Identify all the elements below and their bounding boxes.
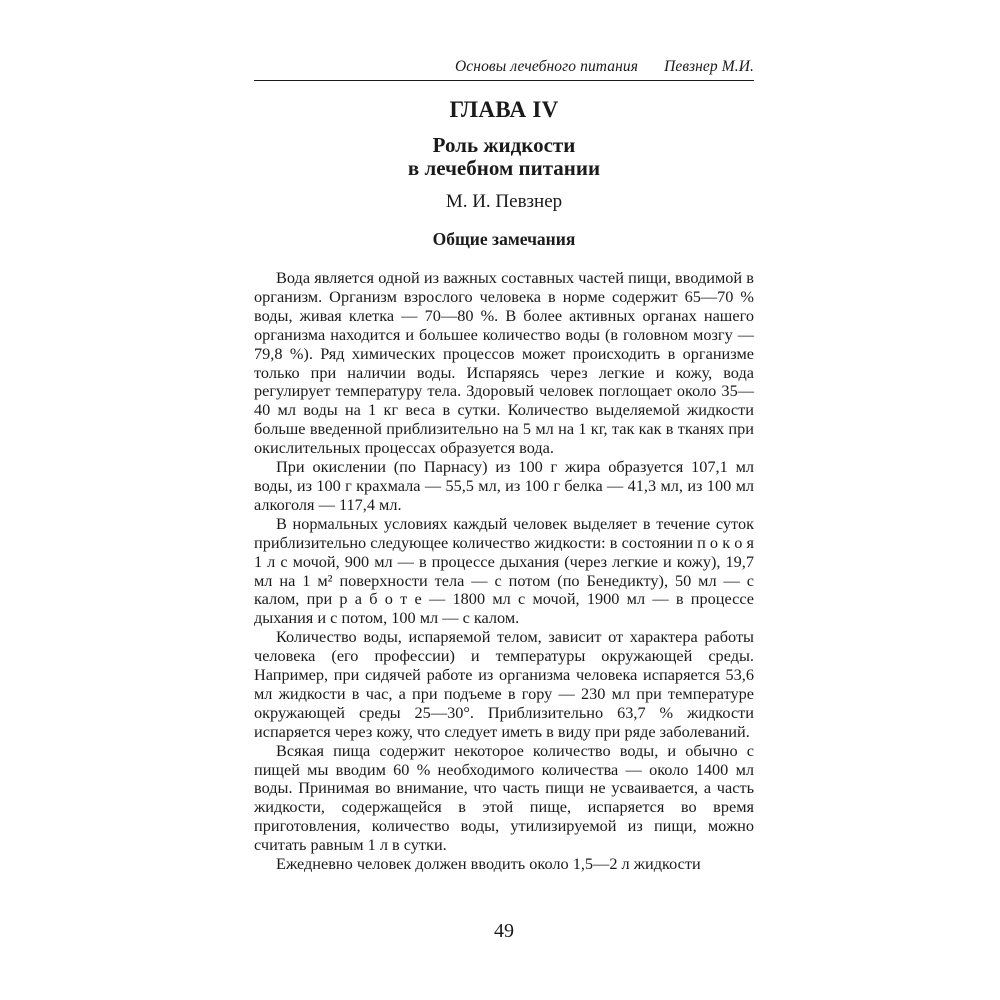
section-title-line-2: в лечебном питании (407, 156, 601, 180)
body-text (254, 269, 754, 874)
chapter-heading: ГЛАВА IV (449, 97, 559, 122)
paragraph: Всякая пища содержит некоторое количество воды, и обычно с пищей мы вводим 60 % необходимого количества — около 1400 мл воды. Принимая во внимание, что часть пищи не усваивается, а часть жидкости, содержащейся в этой пище, испаряется во время приготовления, количество воды, утилизируемой из пищи, можно считать равным 1 л в сутки. (254, 740, 754, 855)
header-rule (254, 80, 754, 81)
paragraph: Количество воды, испаряемой телом, зависит от характера работы человека (его профессии) и температуры окружающей среды. Например, при сидячей работе из организма человека испаряется 53,6 мл жидкости в час, а при подъеме в гору — 230 мл при температуре окружающей среды 25—30°. Приблизительно 63,7 % жидкости испаряется через кожу, что следует иметь в виду при ряде заболеваний. (254, 627, 754, 741)
section-title-line-1: Роль жидкости (432, 133, 576, 157)
paragraph: В нормальных условиях каждый человек выделяет в течение суток приблизительно следующее количество жидкости: в состоянии п о к о я 1 л с мочой, 900 мл — в процессе дыхания (через легкие и кожу), 19,7 мл на 1 м² поверхности тела — с потом (по Бенедикту), 50 мл — с калом, при р а б о т е — 1800 мл с мочой, 1900 мл — в процессе дыхания и с потом, 100 мл — с калом. (254, 513, 754, 628)
paragraph: При окислении (по Парнасу) из 100 г жира образуется 107,1 мл воды, из 100 г крахмала — 55,5 мл, из 100 г белка — 41,3 мл, из 100 мл алкоголя — 117,4 мл. (254, 457, 754, 514)
section-author: М. И. Певзнер (445, 191, 563, 212)
paragraph: Вода является одной из важных составных частей пищи, вводимой в организм. Организм взрослого человека в норме содержит 65—70 % воды, живая клетка — 70—80 %. В более активных органах нашего организма находится и большее количество воды (в головном мозгу — 79,8 %). Ряд химических процессов может происходить в организме только при наличии воды. Испаряясь через легкие и кожу, вода регулирует температуру тела. Здоровый человек поглощает около 35—40 мл воды на 1 кг веса в сутки. Количество выделяемой жидкости больше введенной приблизительно на 5 мл на 1 кг, так как в тканях при окислительных процессах образуется вода. (254, 268, 754, 458)
running-head-book-title: Основы лечебного питания (455, 58, 639, 75)
running-head (254, 58, 754, 80)
running-head-author: Певзнер М.И. (664, 58, 754, 75)
subsection-title: Общие замечания (432, 229, 576, 249)
section-title (254, 134, 754, 180)
page-number: 49 (494, 920, 514, 942)
paragraph: Ежедневно человек должен вводить около 1,5—2 л жидкости (276, 854, 701, 874)
